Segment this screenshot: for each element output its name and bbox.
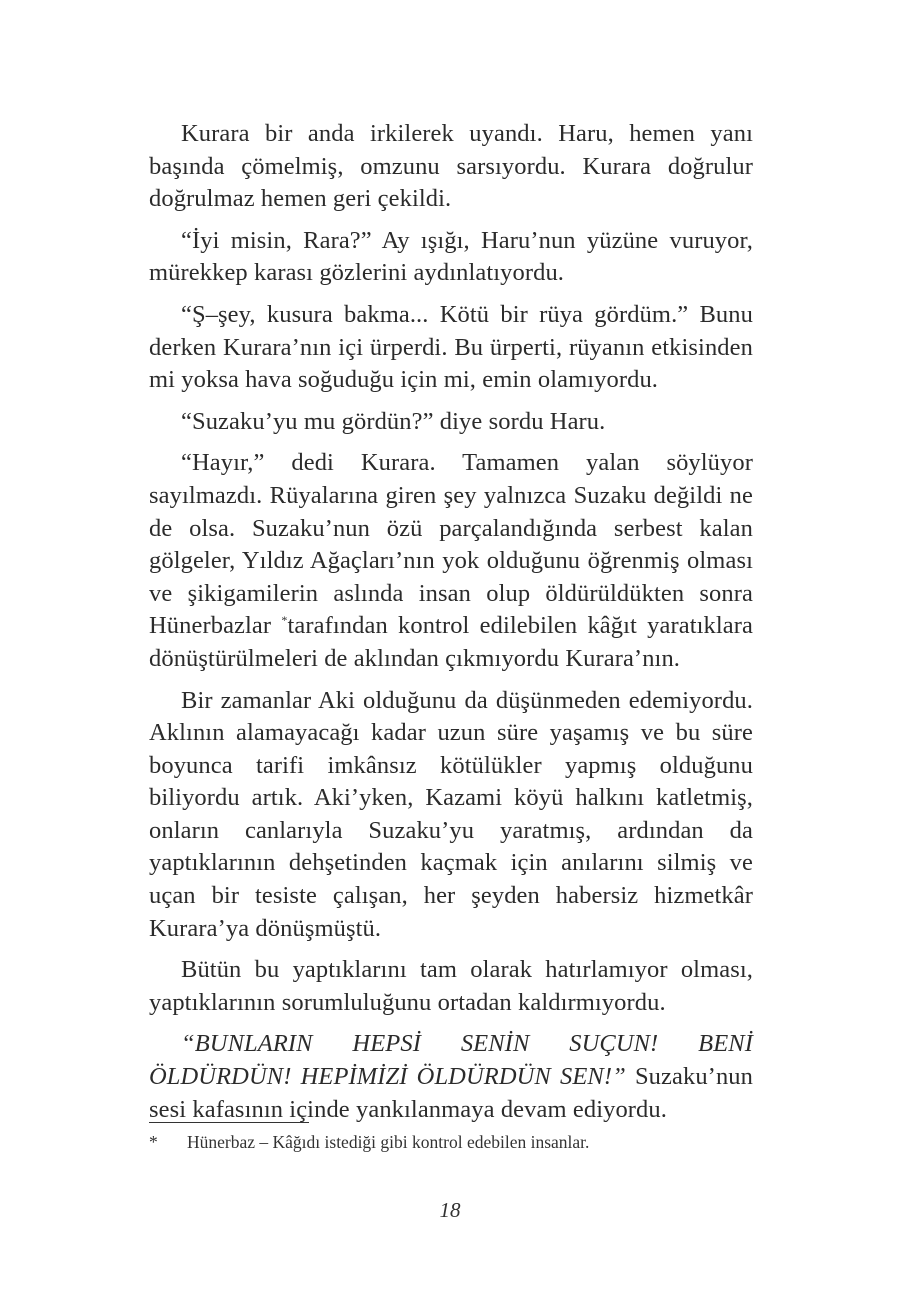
footnote xyxy=(149,1130,753,1154)
paragraph-5 xyxy=(149,447,753,675)
footnote-text: Hünerbaz – Kâğıdı istediği gibi kontrol edebilen insanlar. xyxy=(187,1132,590,1152)
footnote-reference: * xyxy=(281,613,288,628)
paragraph-6: Bir zamanlar Aki olduğunu da düşünmeden edemiyordu. Aklının alamayacağı kadar uzun süre yaşamış ve bu süre boyunca tarifi imkânsız kötülükler yapmış olduğunu biliyordu artık. Aki’yken, Kazami köyü halkını katletmiş, onların canlarıyla Suzaku’yu yaratmış, ardından da yaptıklarının dehşetinden kaçmak için anılarını silmiş ve uçan bir tesiste çalışan, her şeyden habersiz hizmetkâr Kurara’ya dönüşmüştü. xyxy=(149,686,753,942)
paragraph-2: “İyi misin, Rara?” Ay ışığı, Haru’nun yüzüne vuruyor, mürekkep karası gözlerini aydınlatıyordu. xyxy=(149,226,753,287)
paragraph-5-text: “Hayır,” dedi Kurara. Tamamen yalan söylüyor sayılmazdı. Rüyalarına giren şey yalnızca Suzaku değildi ne de olsa. Suzaku’nun özü parçalandığında serbest kalan gölgeler, Yıldız Ağaçları’nın yok olduğunu öğrenmiş olması ve şikigamilerin aslında insan olup öldürüldükten sonra Hünerbazlar xyxy=(149,449,753,640)
page-body xyxy=(149,118,753,1135)
paragraph-7: Bütün bu yaptıklarını tam olarak hatırlamıyor olması, yaptıklarının sorumluluğunu ortadan kaldırmıyordu. xyxy=(149,956,753,1016)
paragraph-3: “Ş–şey, kusura bakma... Kötü bir rüya gördüm.” Bunu derken Kurara’nın içi ürperdi. Bu ürperti, rüyanın etkisinden mi yoksa hava soğuduğu için mi, emin olamıyordu. xyxy=(149,300,753,394)
paragraph-8 xyxy=(149,1028,753,1126)
page-number: 18 xyxy=(439,1198,461,1222)
paragraph-5-continuation: tarafından kontrol edilebilen kâğıt yaratıklara dönüştürülmeleri de aklından çıkmıyordu Kurara’nın. xyxy=(149,612,753,672)
suzaku-quote: “BUNLARIN HEPSİ SENİN SUÇUN! BENİ ÖLDÜRDÜN! HEPİMİZİ ÖLDÜRDÜN SEN!” xyxy=(149,1030,753,1091)
paragraph-1: Kurara bir anda irkilerek uyandı. Haru, hemen yanı başında çömelmiş, omzunu sarsıyordu. Kurara doğrulur doğrulmaz hemen geri çekildi. xyxy=(149,120,753,213)
paragraph-8-rest: Suzaku’nun sesi kafasının içinde yankılanmaya devam ediyordu. xyxy=(149,1063,753,1123)
footnote-divider xyxy=(149,1122,309,1123)
footnote-mark: * xyxy=(149,1132,158,1152)
paragraph-4: “Suzaku’yu mu gördün?” diye sordu Haru. xyxy=(181,407,606,435)
